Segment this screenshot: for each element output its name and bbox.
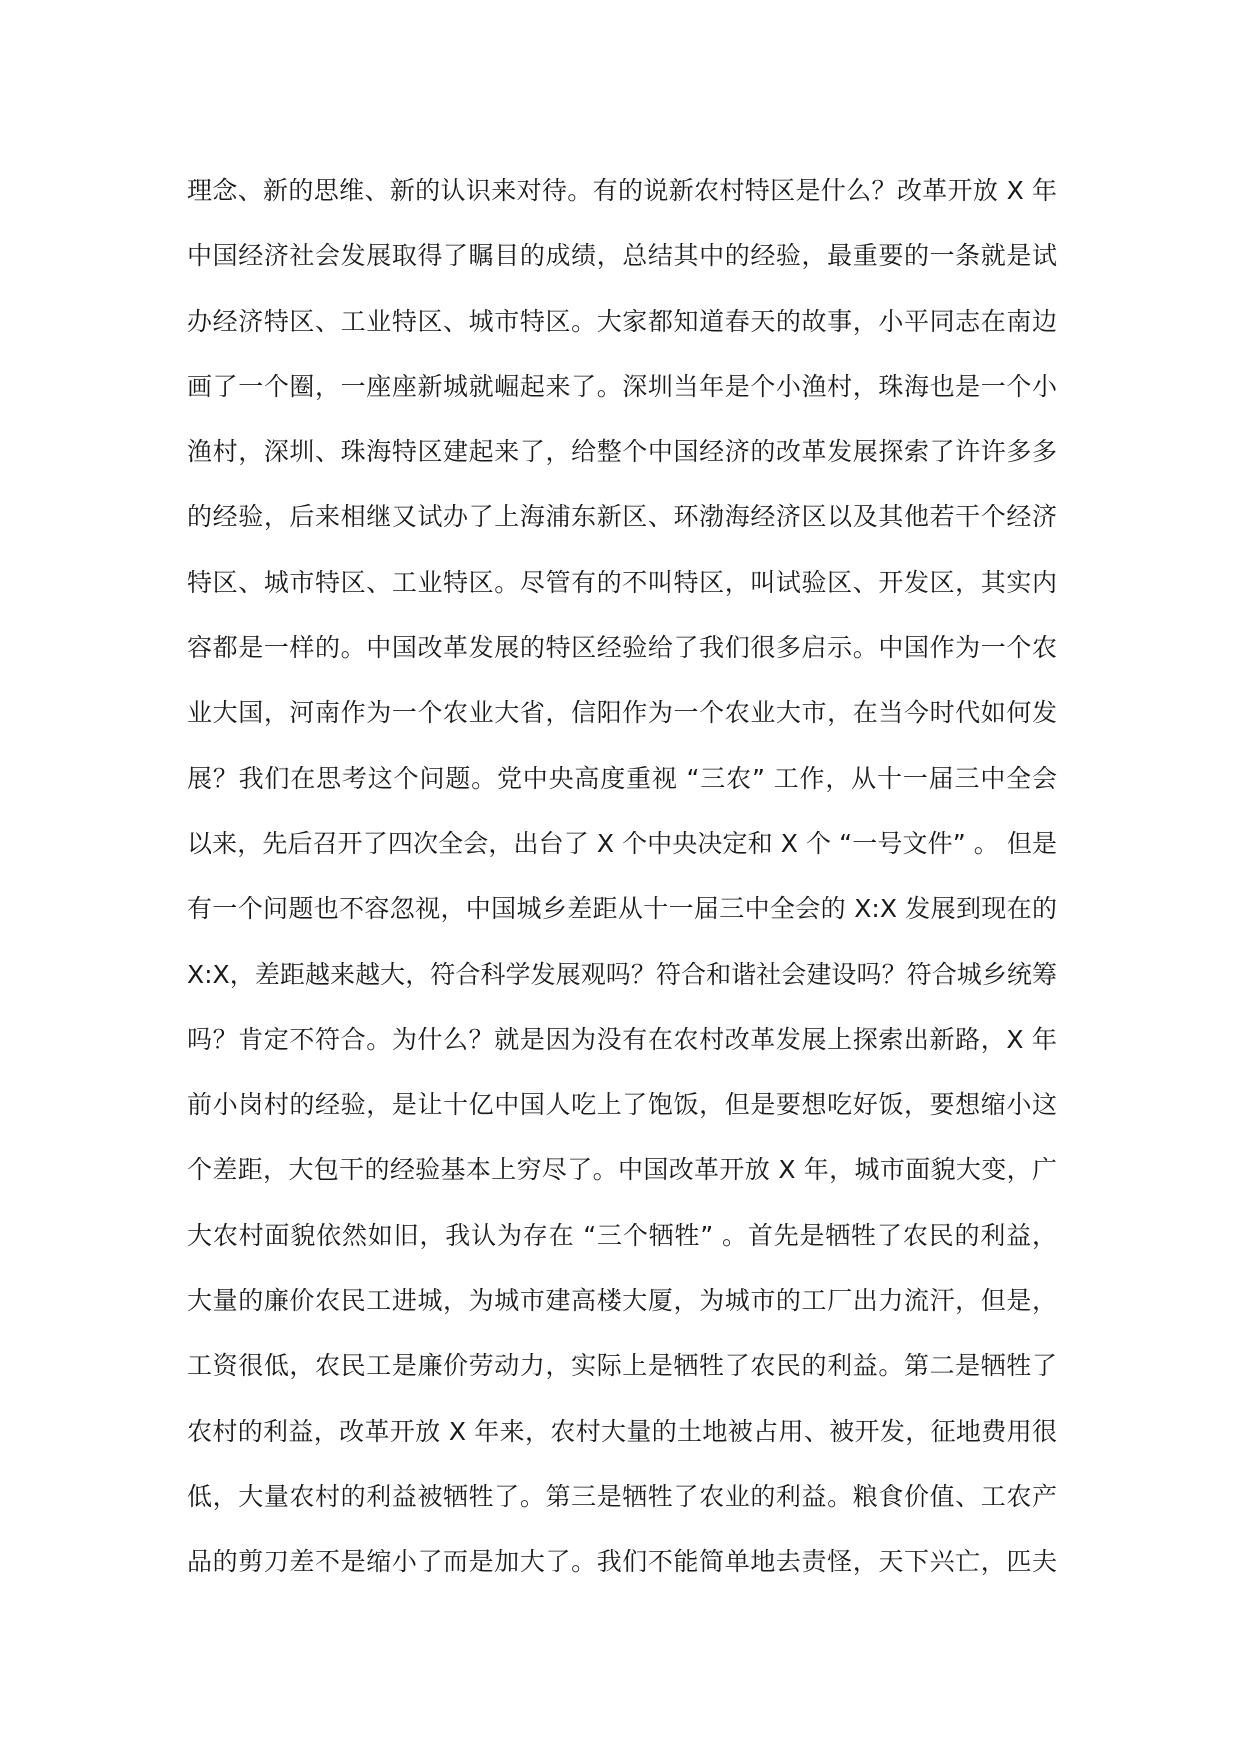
text-line: 展？我们在思考这个问题。党中央高度重视 “三农” 工作，从十一届三中全会 [187, 763, 1057, 793]
text-line: 前小岗村的经验，是让十亿中国人吃上了饱饭，但是要想吃好饭，要想缩小这 [187, 1090, 1057, 1120]
text-line: 办经济特区、工业特区、城市特区。大家都知道春天的故事，小平同志在南边 [187, 306, 1057, 336]
text-line: 容都是一样的。中国改革发展的特区经验给了我们很多启示。中国作为一个农 [187, 633, 1057, 663]
text-line: 特区、城市特区、工业特区。尽管有的不叫特区，叫试验区、开发区，其实内 [187, 567, 1057, 597]
text-line: 大农村面貌依然如旧，我认为存在 “三个牺牲” 。首先是牺牲了农民的利益， [187, 1220, 1057, 1250]
text-line: 画了一个圈，一座座新城就崛起来了。深圳当年是个小渔村，珠海也是一个小 [187, 371, 1057, 401]
text-line: 业大国，河南作为一个农业大省，信阳作为一个农业大市，在当今时代如何发 [187, 698, 1057, 728]
text-line: 个差距，大包干的经验基本上穷尽了。中国改革开放 X 年，城市面貌大变，广 [187, 1155, 1057, 1185]
text-line: 的经验，后来相继又试办了上海浦东新区、环渤海经济区以及其他若干个经济 [187, 502, 1057, 532]
text-line: 吗？肯定不符合。为什么？就是因为没有在农村改革发展上探索出新路，X 年 [187, 1024, 1057, 1054]
text-line: 理念、新的思维、新的认识来对待。有的说新农村特区是什么？改革开放 X 年 [187, 176, 1057, 205]
text-line: 农村的利益，改革开放 X 年来，农村大量的土地被占用、被开发，征地费用很 [187, 1416, 1057, 1446]
text-line: 以来，先后召开了四次全会，出台了 X 个中央决定和 X 个 “一号文件” 。 但是 [187, 828, 1057, 858]
text-line: 大量的廉价农民工进城，为城市建高楼大厦，为城市的工厂出力流汗，但是， [187, 1286, 1057, 1316]
text-line: 中国经济社会发展取得了瞩目的成绩，总结其中的经验，最重要的一条就是试 [187, 241, 1057, 271]
text-line: 有一个问题也不容忽视，中国城乡差距从十一届三中全会的 X:X 发展到现在的 [187, 894, 1057, 924]
text-line: 渔村，深圳、珠海特区建起来了，给整个中国经济的改革发展探索了许许多多 [187, 437, 1057, 467]
text-line: X:X，差距越来越大，符合科学发展观吗？符合和谐社会建设吗？符合城乡统筹 [187, 959, 1057, 989]
text-line: 工资很低，农民工是廉价劳动力，实际上是牺牲了农民的利益。第二是牺牲了 [187, 1351, 1057, 1381]
text-line: 低，大量农村的利益被牺牲了。第三是牺牲了农业的利益。粮食价值、工农产 [187, 1481, 1057, 1511]
text-line: 品的剪刀差不是缩小了而是加大了。我们不能简单地去责怪，天下兴亡，匹夫 [187, 1547, 1057, 1577]
body-text [187, 171, 1057, 1608]
